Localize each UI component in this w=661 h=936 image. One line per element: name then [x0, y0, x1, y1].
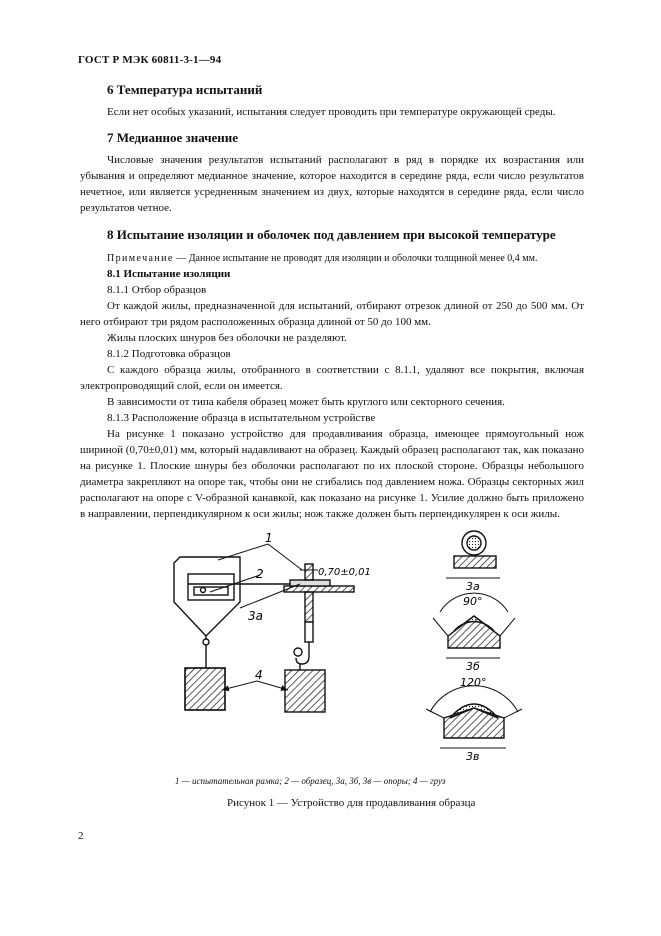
section-7-text: Числовые значения результатов испытаний располагают в ряд в порядке их возрастания или убывания и определяют медианное значение, которое находится в середине ряда, если число результатов нечетное, или является усредненным значением из двух, которые находятся в середине ряда, если число результатов четное. — [80, 154, 584, 214]
section-6-text: Если нет особых указаний, испытания следует проводить при температуре окружающей среды. — [107, 106, 556, 118]
fig-label-120: 120° — [460, 676, 487, 689]
section-7-title: 7 Медианное значение — [107, 130, 239, 145]
section-8-title: 8 Испытание изоляции и оболочек под давлением при высокой температуре — [107, 227, 556, 242]
leader-lines — [210, 544, 318, 690]
note-label: Примечание — [107, 253, 174, 264]
left-weight — [185, 648, 225, 710]
section-8-1-1-p1: От каждой жилы, предназначенной для испытаний, отбирают отрезок длиной от 250 до 500 мм. От него отбирают три рядом расположенных образца длиной от 50 до 100 мм. — [80, 300, 584, 328]
section-8-1-3-p1: На рисунке 1 показано устройство для продавливания образца, имеющее прямоугольный нож шириной (0,70±0,01) мм, который надавливают на образец. Каждый образец располагают так, как показано на рисунке 1. Плоские шнуры без оболочки располагают по их плоской стороне. Образцы небольшого диаметра закрепляют на опоре так, чтобы они не сгибались под давлением ножа. Образцы секторных жил располагают на опоре с V-образной канавкой, как показано на рисунке 1. Усилие должно быть приложено в направлении, перпендикулярном к оси жилы; нож также должен быть перпендикулярен к оси жилы. — [80, 428, 584, 520]
support-3a — [446, 531, 500, 578]
support-3b — [433, 593, 515, 658]
test-frame — [174, 557, 300, 648]
page-number: 2 — [78, 830, 84, 842]
note-text: — Данное испытание не проводят для изоляции и оболочки толщиной менее 0,4 мм. — [173, 253, 538, 264]
fig-label-4: 4 — [255, 668, 263, 682]
fig-label-3a: 3а — [248, 609, 263, 623]
figure-legend: 1 — испытательная рамка; 2 — образец, 3а, 3б, 3в — опоры; 4 — груз — [175, 776, 446, 786]
fig-label-support-3v: 3в — [466, 750, 480, 763]
figure-caption: Рисунок 1 — Устройство для продавливания образца — [227, 797, 476, 809]
fig-label-2: 2 — [256, 567, 264, 581]
fig-label-1: 1 — [265, 531, 273, 545]
page-header: ГОСТ Р МЭК 60811-3-1—94 — [78, 54, 222, 66]
support-3c — [426, 686, 522, 748]
fig-label-90: 90° — [463, 595, 483, 608]
section-8-1-2-p2: В зависимости от типа кабеля образец может быть круглого или секторного сечения. — [107, 396, 505, 408]
right-weight — [285, 664, 325, 712]
fig-label-dim: 0,70±0,01 — [318, 567, 371, 578]
section-8-1-title: 8.1 Испытание изоляции — [107, 268, 231, 280]
section-6-title: 6 Температура испытаний — [107, 82, 263, 97]
section-8-1-2-title: 8.1.2 Подготовка образцов — [107, 348, 231, 360]
fig-label-support-3b: 3б — [466, 660, 480, 673]
fig-label-support-3a: 3а — [466, 580, 480, 593]
section-8-1-1-title: 8.1.1 Отбор образцов — [107, 284, 207, 296]
support-plate — [284, 564, 354, 664]
section-8-note — [80, 251, 584, 267]
section-8-1-2-p1: С каждого образца жилы, отобранного в соответствии с 8.1.1, удаляют все покрытия, включая электропроводящий слой, если он имеется. — [80, 364, 584, 392]
section-8-1-1-p2: Жилы плоских шнуров без оболочки не разделяют. — [107, 332, 347, 344]
section-8-1-3-title: 8.1.3 Расположение образца в испытательном устройстве — [107, 412, 376, 424]
